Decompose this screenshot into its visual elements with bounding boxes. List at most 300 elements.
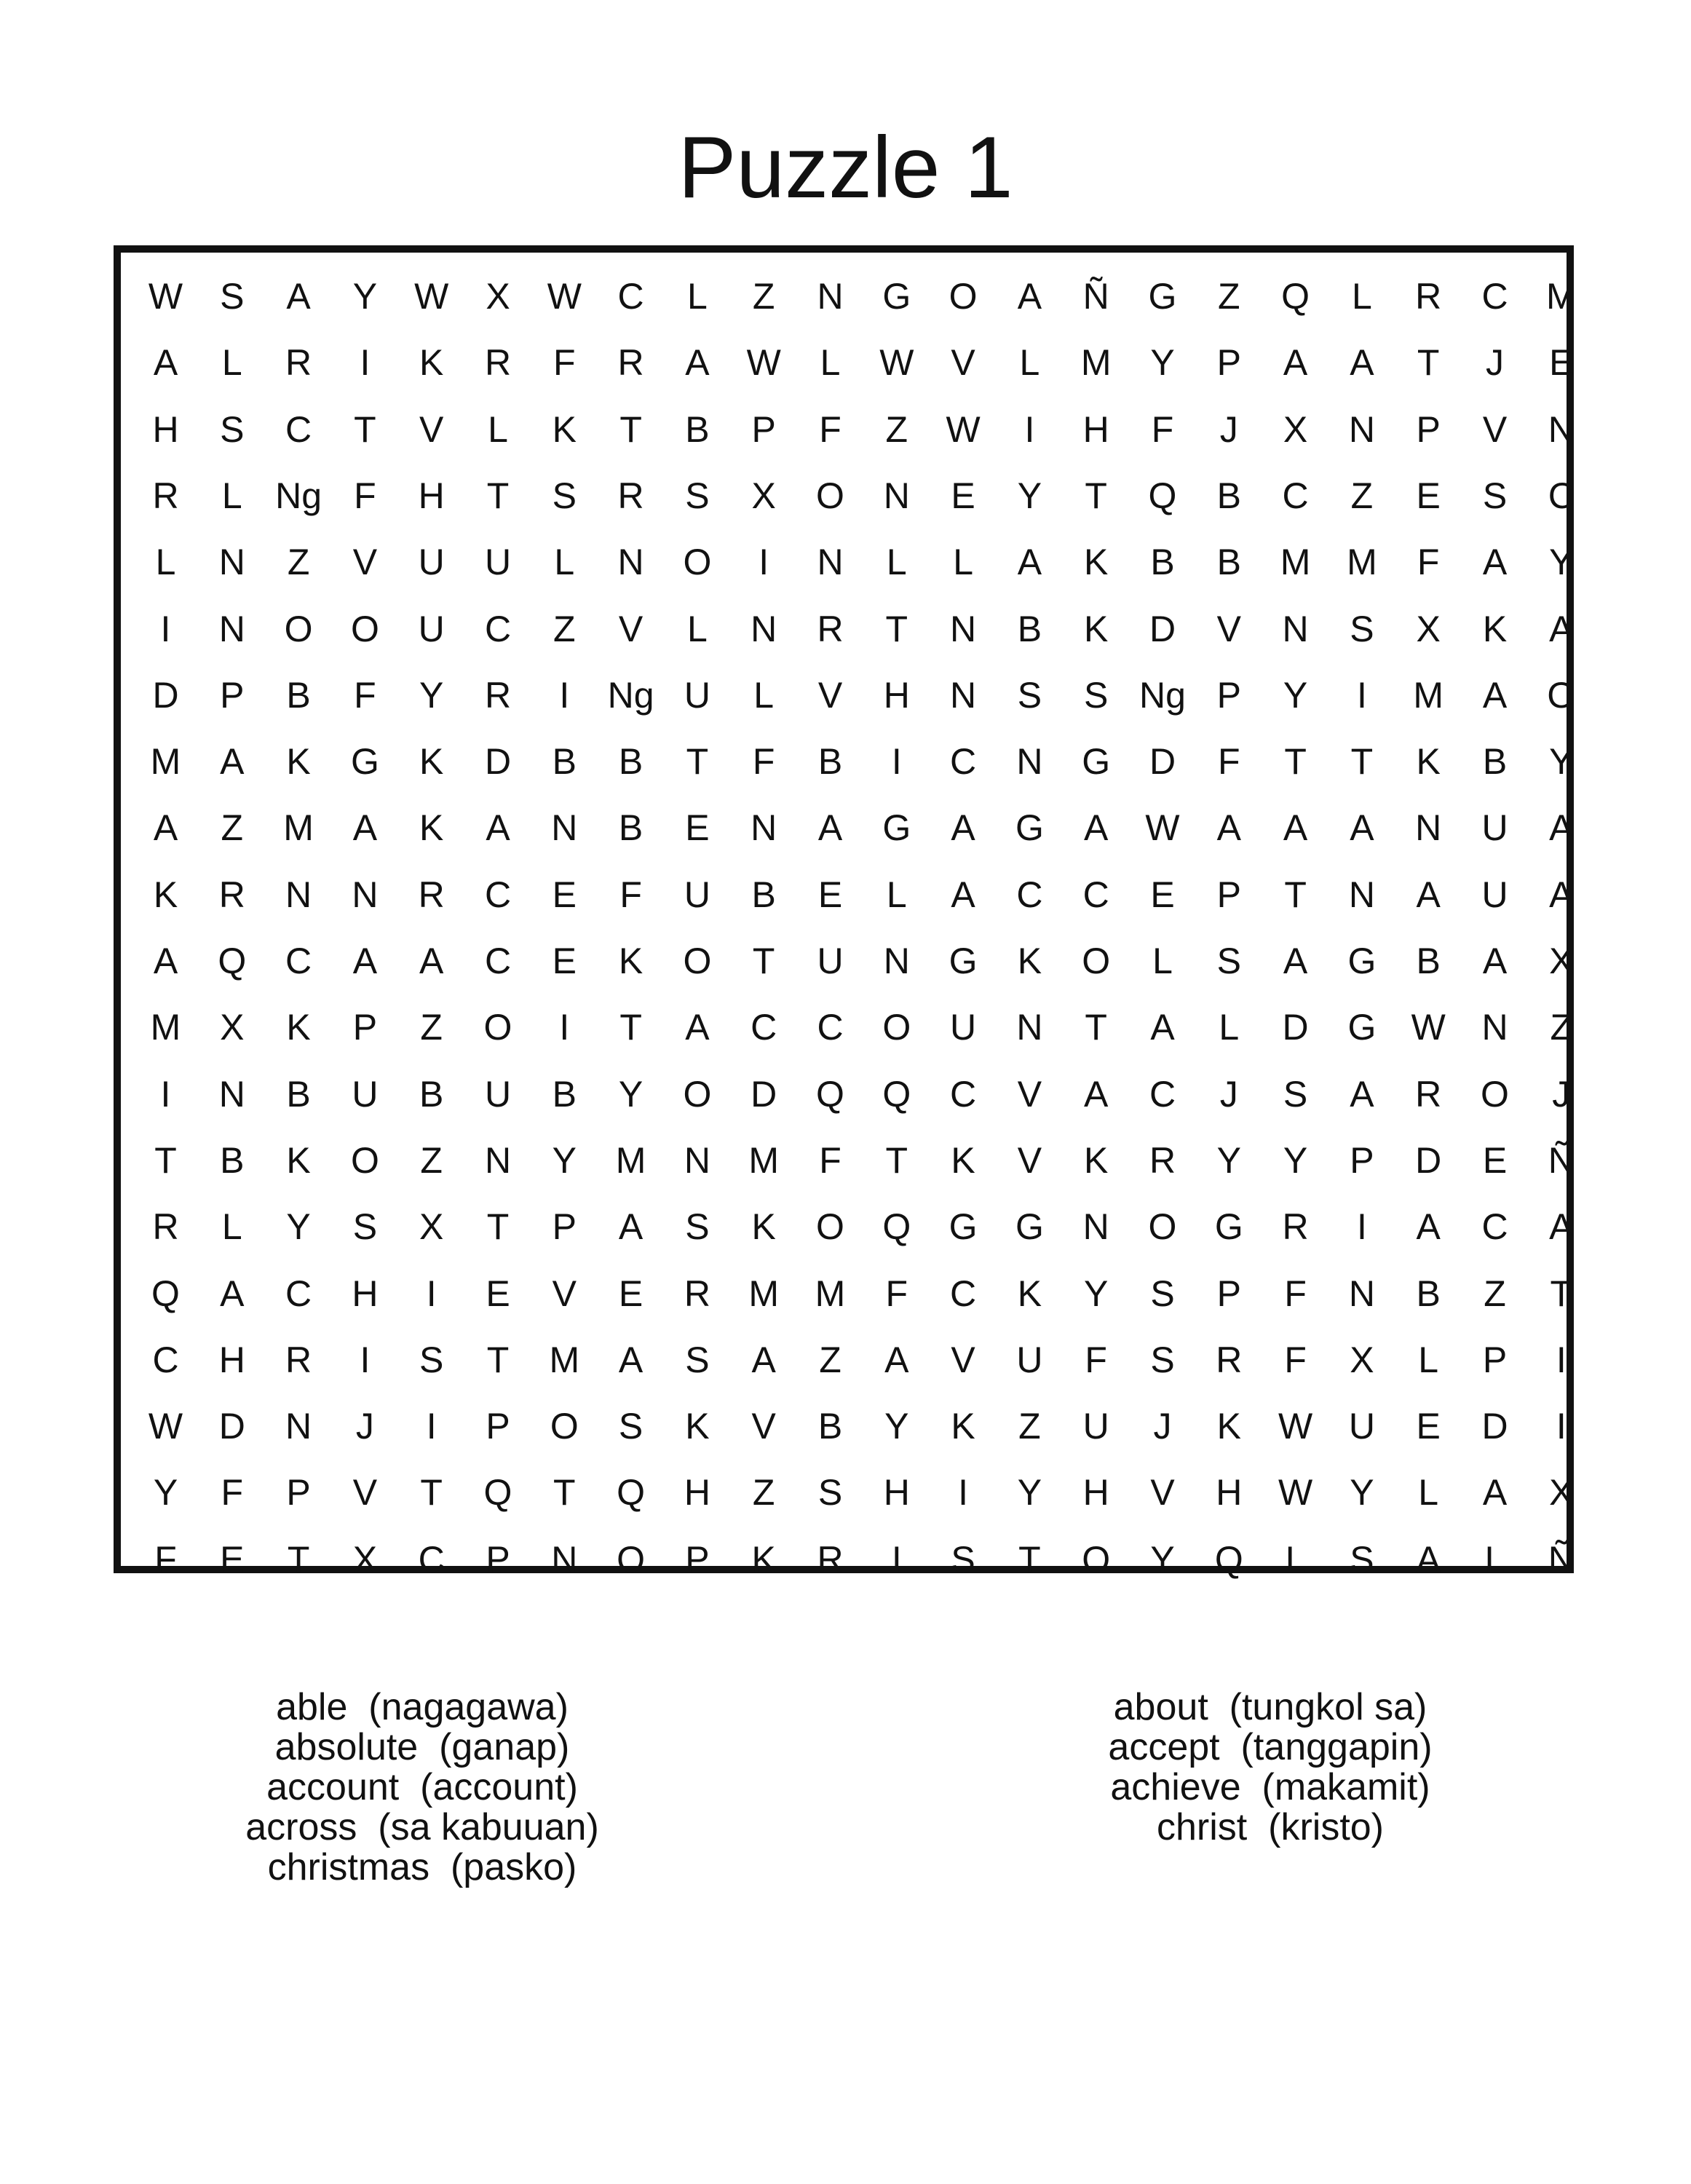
- grid-cell: P: [220, 674, 245, 716]
- grid-cell: K: [751, 1206, 776, 1248]
- grid-cell: G: [1347, 1007, 1377, 1048]
- grid-cell: S: [419, 1339, 444, 1380]
- grid-cell: N: [484, 1139, 512, 1181]
- grid-cell: L: [686, 608, 708, 649]
- word-list-item: about (tungkol sa): [1113, 1686, 1427, 1728]
- word-list-item: accept (tanggapin): [1108, 1726, 1433, 1768]
- grid-cell: G: [882, 807, 911, 849]
- grid-cell: M: [748, 1139, 780, 1181]
- grid-cell: J: [1219, 1073, 1238, 1115]
- grid-cell: S: [1482, 475, 1508, 516]
- grid-cell: C: [751, 1007, 777, 1048]
- grid-cell: H: [352, 1273, 379, 1314]
- grid-cell: G: [1148, 276, 1177, 317]
- grid-cell: N: [1016, 741, 1043, 783]
- grid-cell: C: [1481, 276, 1508, 317]
- grid-cell: E: [817, 874, 843, 915]
- grid-cell: M: [549, 1339, 580, 1380]
- grid-cell: S: [685, 475, 710, 516]
- word-list-item: achieve (makamit): [1110, 1766, 1430, 1808]
- grid-cell: H: [152, 408, 179, 450]
- grid-cell: D: [1149, 741, 1176, 783]
- grid-cell: S: [1350, 1538, 1374, 1580]
- grid-cell: S: [951, 1538, 975, 1580]
- grid-cell: L: [1285, 1538, 1306, 1580]
- grid-cell: B: [618, 741, 643, 783]
- grid-cell: L: [1351, 276, 1372, 317]
- grid-cell: D: [152, 674, 179, 716]
- grid-cell: Z: [1018, 1406, 1041, 1447]
- page-title: Puzzle 1: [678, 119, 1013, 216]
- grid-cell: H: [1082, 1472, 1109, 1514]
- grid-cell: U: [684, 674, 710, 716]
- grid-cell: O: [1148, 1206, 1177, 1248]
- grid-cell: G: [1015, 1206, 1044, 1248]
- grid-cell: T: [154, 1139, 177, 1181]
- grid-cell: C: [484, 941, 512, 981]
- grid-cell: U: [484, 1073, 512, 1115]
- grid-cell: E: [552, 941, 577, 981]
- grid-cell: W: [547, 276, 582, 317]
- grid-cell: N: [1282, 608, 1309, 649]
- grid-cell: C: [617, 276, 644, 317]
- grid-cell: G: [1082, 741, 1111, 783]
- grid-cell: C: [1016, 874, 1043, 915]
- grid-cell: K: [552, 408, 577, 450]
- grid-cell: I: [1356, 674, 1367, 716]
- grid-cell: Q: [218, 941, 247, 981]
- grid-cell: K: [1084, 542, 1109, 583]
- grid-cell: I: [958, 1472, 969, 1514]
- grid-cell: Ng: [607, 674, 654, 716]
- grid-cell: B: [1150, 542, 1175, 583]
- grid-cell: O: [683, 1073, 712, 1115]
- grid-cell: I: [160, 1073, 171, 1115]
- grid-cell: K: [1416, 741, 1441, 783]
- grid-cell: P: [751, 408, 776, 450]
- grid-cell: K: [286, 1007, 311, 1048]
- grid-cell: O: [949, 276, 978, 317]
- grid-cell: T: [486, 1206, 510, 1248]
- grid-cell: T: [287, 1538, 310, 1580]
- grid-cell: U: [684, 874, 710, 915]
- grid-cell: L: [1152, 941, 1173, 981]
- grid-cell: F: [154, 1538, 177, 1580]
- grid-cell: C: [1282, 475, 1309, 516]
- grid-cell: Y: [1283, 674, 1308, 716]
- grid-cell: K: [153, 874, 178, 915]
- grid-cell: A: [1017, 542, 1042, 583]
- grid-cell: A: [153, 807, 178, 849]
- grid-cell: K: [951, 1406, 975, 1447]
- grid-cell: A: [884, 1339, 909, 1380]
- grid-cell: N: [285, 874, 312, 915]
- grid-cell: O: [617, 1538, 646, 1580]
- grid-cell: V: [1482, 408, 1508, 450]
- grid-cell: S: [817, 1472, 843, 1514]
- grid-cell: Y: [1017, 475, 1042, 516]
- grid-cell: P: [1416, 408, 1441, 450]
- grid-cell: P: [1216, 874, 1241, 915]
- grid-cell: K: [1017, 1273, 1042, 1314]
- grid-cell: I: [1556, 1406, 1567, 1447]
- grid-cell: I: [1356, 1206, 1367, 1248]
- grid-cell: A: [1549, 608, 1574, 649]
- grid-cell: C: [1149, 1073, 1176, 1115]
- grid-cell: N: [1415, 807, 1442, 849]
- grid-cell: T: [486, 475, 510, 516]
- grid-cell: Y: [352, 276, 378, 317]
- grid-cell: B: [1216, 475, 1241, 516]
- grid-cell: C: [285, 941, 312, 981]
- grid-cell: E: [951, 475, 975, 516]
- grid-cell: T: [752, 941, 775, 981]
- grid-cell: R: [1216, 1339, 1243, 1380]
- grid-cell: S: [1350, 608, 1374, 649]
- grid-cell: J: [355, 1406, 374, 1447]
- grid-cell: V: [352, 542, 378, 583]
- grid-cell: O: [816, 475, 844, 516]
- grid-cell: K: [751, 1538, 776, 1580]
- grid-cell: G: [350, 741, 379, 783]
- grid-cell: O: [350, 1139, 379, 1181]
- grid-cell: F: [819, 408, 841, 450]
- grid-cell: N: [1548, 408, 1575, 450]
- grid-cell: F: [885, 1273, 908, 1314]
- grid-cell: D: [751, 1073, 777, 1115]
- grid-cell: T: [1417, 342, 1440, 384]
- grid-cell: F: [1284, 1273, 1307, 1314]
- grid-cell: C: [484, 874, 512, 915]
- grid-cell: E: [552, 874, 577, 915]
- grid-cell: B: [1017, 608, 1042, 649]
- grid-cell: T: [1085, 475, 1107, 516]
- grid-cell: S: [1150, 1273, 1175, 1314]
- grid-cell: K: [286, 1139, 311, 1181]
- grid-cell: P: [1216, 342, 1241, 384]
- grid-cell: I: [1556, 1339, 1567, 1380]
- grid-cell: H: [883, 1472, 910, 1514]
- grid-cell: O: [483, 1007, 512, 1048]
- grid-cell: E: [1482, 1139, 1508, 1181]
- grid-cell: Y: [286, 1206, 311, 1248]
- grid-cell: N: [352, 874, 379, 915]
- grid-cell: J: [1552, 1073, 1571, 1115]
- grid-cell: K: [1084, 1139, 1109, 1181]
- grid-cell: Z: [420, 1007, 443, 1048]
- grid-cell: N: [883, 941, 910, 981]
- grid-cell: A: [153, 342, 178, 384]
- grid-cell: K: [685, 1406, 710, 1447]
- grid-cell: H: [1082, 408, 1109, 450]
- grid-cell: V: [1216, 608, 1241, 649]
- grid-cell: F: [1284, 1339, 1307, 1380]
- grid-cell: S: [1017, 674, 1042, 716]
- grid-cell: O: [1082, 1538, 1111, 1580]
- grid-cell: X: [1350, 1339, 1374, 1380]
- grid-cell: L: [820, 342, 841, 384]
- word-list-item: absolute (ganap): [274, 1726, 570, 1768]
- grid-cell: N: [218, 542, 245, 583]
- grid-cell: Y: [1017, 1472, 1042, 1514]
- grid-cell: A: [1549, 874, 1574, 915]
- grid-cell: M: [283, 807, 314, 849]
- grid-cell: G: [882, 276, 911, 317]
- grid-cell: B: [220, 1139, 245, 1181]
- grid-cell: A: [1482, 542, 1508, 583]
- grid-cell: O: [550, 1406, 579, 1447]
- grid-cell: P: [352, 1007, 378, 1048]
- grid-cell: B: [1416, 1273, 1441, 1314]
- grid-cell: P: [486, 1406, 510, 1447]
- grid-cell: N: [817, 542, 844, 583]
- grid-cell: C: [950, 1073, 977, 1115]
- grid-cell: N: [684, 1139, 710, 1181]
- grid-cell: T: [486, 1339, 510, 1380]
- grid-cell: W: [148, 1406, 183, 1447]
- grid-cell: C: [418, 1538, 445, 1580]
- grid-cell: A: [1482, 1472, 1508, 1514]
- grid-cell: F: [1085, 1339, 1107, 1380]
- grid-cell: M: [1413, 674, 1444, 716]
- grid-cell: A: [486, 807, 510, 849]
- grid-cell: F: [354, 674, 376, 716]
- grid-cell: Z: [1550, 1007, 1573, 1048]
- grid-cell: I: [360, 1339, 371, 1380]
- grid-cell: Z: [420, 1139, 443, 1181]
- grid-cell: B: [751, 874, 776, 915]
- grid-cell: F: [354, 475, 376, 516]
- grid-cell: G: [949, 1206, 978, 1248]
- grid-cell: T: [885, 1139, 908, 1181]
- grid-cell: B: [1482, 741, 1508, 783]
- grid-cell: N: [551, 1538, 578, 1580]
- grid-cell: B: [286, 1073, 311, 1115]
- grid-cell: S: [352, 1206, 378, 1248]
- grid-cell: W: [1411, 1007, 1446, 1048]
- grid-cell: C: [817, 1007, 844, 1048]
- grid-cell: G: [949, 941, 978, 981]
- grid-cell: I: [1024, 408, 1035, 450]
- grid-cell: K: [1017, 941, 1042, 981]
- grid-cells: [121, 253, 1577, 1580]
- word-list-item: account (account): [266, 1766, 578, 1808]
- grid-cell: Q: [882, 1206, 911, 1248]
- grid-cell: B: [419, 1073, 444, 1115]
- grid-cell: A: [1549, 1206, 1574, 1248]
- grid-cell: O: [882, 1007, 911, 1048]
- grid-cell: S: [1150, 1339, 1175, 1380]
- grid-cell: C: [950, 1273, 977, 1314]
- grid-cell: H: [883, 674, 910, 716]
- grid-cell: Y: [1150, 342, 1175, 384]
- grid-cell: T: [553, 1472, 576, 1514]
- grid-cell: I: [559, 1007, 570, 1048]
- grid-cell: A: [352, 807, 378, 849]
- grid-cell: M: [1280, 542, 1311, 583]
- grid-cell: T: [354, 408, 376, 450]
- grid-cell: N: [1348, 1273, 1375, 1314]
- grid-cell: D: [218, 1406, 245, 1447]
- grid-cell: S: [552, 475, 577, 516]
- grid-cell: I: [891, 741, 902, 783]
- grid-cell: M: [1347, 542, 1377, 583]
- grid-cell: K: [1482, 608, 1508, 649]
- grid-cell: Q: [1214, 1538, 1243, 1580]
- grid-cell: A: [1482, 674, 1508, 716]
- grid-cell: A: [1216, 807, 1241, 849]
- grid-cell: Z: [1218, 276, 1240, 317]
- grid-cell: C: [285, 408, 312, 450]
- grid-cell: D: [1282, 1007, 1309, 1048]
- grid-cell: B: [1416, 941, 1441, 981]
- grid-cell: R: [285, 1339, 312, 1380]
- grid-cell: L: [1219, 1007, 1240, 1048]
- grid-cell: Z: [752, 276, 775, 317]
- grid-cell: V: [552, 1273, 577, 1314]
- grid-cell: L: [686, 276, 708, 317]
- grid-cell: L: [554, 542, 575, 583]
- grid-cell: R: [218, 874, 245, 915]
- grid-cell: N: [1481, 1007, 1508, 1048]
- grid-cell: D: [1415, 1139, 1442, 1181]
- grid-cell: R: [152, 1206, 179, 1248]
- grid-cell: X: [1283, 408, 1308, 450]
- grid-cell: Y: [618, 1073, 643, 1115]
- word-list-left: [95, 1688, 750, 1888]
- grid-cell: F: [221, 1472, 244, 1514]
- word-list-item: across (sa kabuuan): [245, 1806, 599, 1848]
- grid-cell: G: [1214, 1206, 1243, 1248]
- grid-cell: U: [817, 941, 844, 981]
- grid-cell: L: [1484, 1538, 1505, 1580]
- grid-cell: Z: [752, 1472, 775, 1514]
- word-list-item: christ (kristo): [1157, 1806, 1384, 1848]
- grid-cell: O: [1481, 1073, 1509, 1115]
- grid-cell: L: [155, 542, 176, 583]
- grid-cell: A: [1350, 807, 1374, 849]
- grid-cell: M: [615, 1139, 646, 1181]
- grid-cell: T: [1550, 1273, 1573, 1314]
- grid-cell: N: [551, 807, 578, 849]
- grid-cell: W: [148, 276, 183, 317]
- grid-cell: I: [160, 608, 171, 649]
- grid-cell: E: [1416, 1406, 1441, 1447]
- grid-cell: S: [220, 276, 245, 317]
- grid-cell: K: [1084, 608, 1109, 649]
- grid-cell: R: [1282, 1206, 1309, 1248]
- grid-cell: T: [885, 608, 908, 649]
- grid-cell: U: [418, 608, 445, 649]
- grid-cell: A: [153, 941, 178, 981]
- grid-cell: F: [1218, 741, 1240, 783]
- grid-cell: Z: [221, 807, 244, 849]
- grid-cell: E: [1549, 342, 1574, 384]
- grid-cell: Q: [151, 1273, 180, 1314]
- grid-cell: A: [1084, 1073, 1109, 1115]
- grid-cell: P: [685, 1538, 710, 1580]
- grid-cell: L: [753, 674, 775, 716]
- grid-cell: S: [685, 1339, 710, 1380]
- grid-cell: R: [1415, 276, 1442, 317]
- grid-cell: V: [352, 1472, 378, 1514]
- grid-cell: W: [414, 276, 449, 317]
- grid-cell: I: [759, 542, 769, 583]
- grid-cell: Y: [1549, 741, 1574, 783]
- grid-cell: R: [617, 342, 644, 384]
- grid-cell: A: [951, 874, 975, 915]
- grid-cell: R: [817, 608, 844, 649]
- grid-cell: K: [951, 1139, 975, 1181]
- grid-cell: L: [886, 542, 907, 583]
- grid-cell: U: [484, 542, 512, 583]
- grid-cell: Y: [884, 1406, 909, 1447]
- grid-cell: C: [1082, 874, 1109, 915]
- grid-cell: M: [150, 1007, 181, 1048]
- grid-cell: P: [1350, 1139, 1374, 1181]
- grid-cell: C: [1548, 475, 1575, 516]
- grid-cell: A: [1416, 1538, 1441, 1580]
- grid-cell: R: [484, 674, 512, 716]
- grid-cell: Y: [1084, 1273, 1109, 1314]
- grid-cell: N: [1348, 874, 1375, 915]
- grid-cell: X: [751, 475, 776, 516]
- grid-cell: R: [1149, 1139, 1176, 1181]
- grid-cell: A: [220, 1273, 245, 1314]
- grid-cell: A: [1416, 874, 1441, 915]
- grid-cell: N: [1082, 1206, 1109, 1248]
- grid-cell: A: [286, 276, 311, 317]
- grid-cell: F: [553, 342, 576, 384]
- grid-cell: K: [1216, 1406, 1241, 1447]
- grid-cell: O: [1547, 674, 1576, 716]
- grid-cell: H: [418, 475, 445, 516]
- grid-cell: U: [1082, 1406, 1109, 1447]
- grid-cell: I: [360, 342, 371, 384]
- grid-cell: Y: [1350, 1472, 1374, 1514]
- grid-cell: Y: [1150, 1538, 1175, 1580]
- grid-cell: V: [1017, 1073, 1042, 1115]
- grid-cell: J: [1153, 1406, 1172, 1447]
- grid-cell: Ñ: [1548, 1139, 1575, 1181]
- grid-cell: A: [1150, 1007, 1175, 1048]
- grid-cell: D: [484, 741, 512, 783]
- grid-cell: W: [879, 342, 914, 384]
- grid-cell: N: [218, 608, 245, 649]
- grid-cell: X: [1416, 608, 1441, 649]
- grid-cell: M: [150, 741, 181, 783]
- grid-cell: Y: [1216, 1139, 1241, 1181]
- grid-cell: X: [1549, 941, 1574, 981]
- grid-cell: V: [419, 408, 444, 450]
- grid-cell: V: [951, 342, 975, 384]
- grid-cell: A: [1017, 276, 1042, 317]
- grid-cell: Z: [1350, 475, 1374, 516]
- grid-cell: B: [817, 741, 843, 783]
- grid-cell: U: [1481, 874, 1508, 915]
- grid-cell: G: [1015, 807, 1044, 849]
- grid-cell: C: [1481, 1206, 1508, 1248]
- grid-cell: D: [1481, 1406, 1508, 1447]
- grid-cell: P: [1216, 674, 1241, 716]
- grid-cell: E: [618, 1273, 643, 1314]
- grid-cell: R: [418, 874, 445, 915]
- grid-cell: P: [552, 1206, 577, 1248]
- grid-cell: K: [419, 807, 444, 849]
- grid-cell: I: [426, 1273, 437, 1314]
- grid-cell: Q: [1281, 276, 1310, 317]
- grid-cell: P: [1482, 1339, 1508, 1380]
